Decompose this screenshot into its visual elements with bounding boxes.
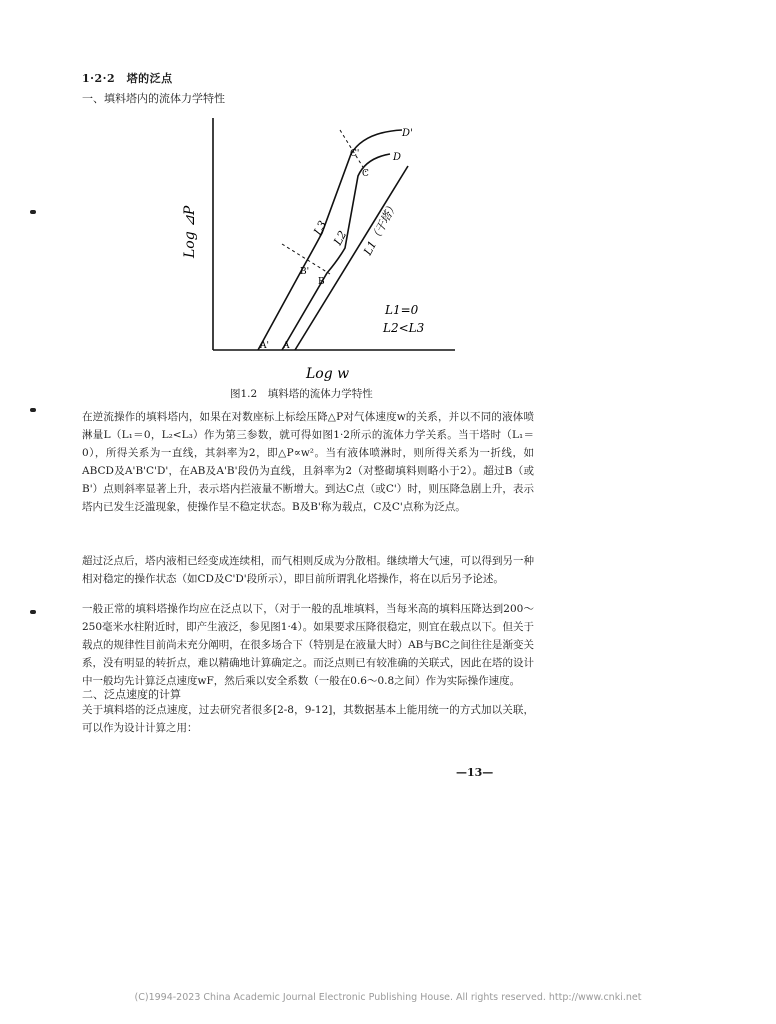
section-heading: 1·2·2 塔的泛点: [82, 72, 173, 85]
point-label-d: D: [393, 152, 402, 163]
point-label-a: A: [283, 341, 290, 351]
paragraph-1: 在逆流操作的填料塔内，如果在对数座标上标绘压降△P对气体速度w的关系，并以不同的液体喷淋量L（L₁＝0，L₂<L₃）作为第三参数，就可得如图1·2所示的流体力学关系。当干塔时（L₁＝0），所得关系为一直线，其斜率为2，即△P∝w²。当有液体喷淋时，则所得关系为一折线，如ABCD及A'B'C'D'，在AB及A'B'段仍为直线，且斜率为2（对整砌填料则略小于2）。超过B（或B'）点则斜率显著上升，表示塔内拦液量不断增大。到达C点（或C'）时，则压降急剧上升，表示塔内已发生泛滥现象，使操作呈不稳定状态。B及B'称为载点，C及C'点称为泛点。: [82, 411, 534, 513]
point-label-b-prime: B': [300, 267, 310, 277]
margin-mark: [30, 210, 36, 214]
margin-mark: [30, 408, 36, 412]
point-label-a-prime: A': [260, 341, 269, 351]
line-label-l1: L1（干塔）: [361, 199, 401, 258]
subsection-heading-2: 二、泛点速度的计算: [82, 688, 181, 701]
page-number: —13—: [456, 766, 494, 779]
point-label-b: B: [318, 277, 325, 287]
x-axis-label: Log w: [306, 366, 350, 382]
point-label-c: C: [362, 169, 369, 179]
line-label-l3: L3: [311, 218, 330, 238]
figure-plot: [180, 108, 480, 388]
paragraph-4: 关于填料塔的泛点速度，过去研究者很多[2-8，9-12]，其数据基本上能用统一的方式加以关联，可以作为设计计算之用：: [82, 704, 534, 734]
paragraph-3: 一般正常的填料塔操作均应在泛点以下，（对于一般的乱堆填料，当每米高的填料压降达到200～250毫米水柱附近时，即产生液泛，参见图1·4）。如果要求压降很稳定，则宜在载点以下。但关于载点的规律性目前尚未充分阐明，在很多场合下（特别是在液量大时）AB与BC之间往往是渐变关系，没有明显的转折点，难以精确地计算确定之。而泛点则已有较准确的关联式，因此在塔的设计中一般均先计算泛点速度wF，然后乘以安全系数（一般在0.6～0.8之间）作为实际操作速度。: [82, 603, 534, 687]
line-label-l2: L2: [331, 228, 350, 248]
paragraph-2: 超过泛点后，塔内液相已经变成连续相，而气相则反成为分散相。继续增大气速，可以得到另一种相对稳定的操作状态（如CD及C'D'段所示），即目前所谓乳化塔操作，将在以后另予论述。: [82, 555, 534, 585]
y-axis-label: Log ⊿P: [182, 205, 198, 258]
copyright-footer: (C)1994-2023 China Academic Journal Electronic Publishing House. All rights reserved. http://www.cnki.net: [134, 992, 642, 1003]
legend-l2-l3: L2<L3: [383, 321, 425, 335]
figure-caption: 图1.2 填料塔的流体力学特性: [230, 388, 373, 400]
point-label-d-prime: D': [402, 128, 413, 139]
margin-mark: [30, 610, 36, 614]
point-label-c-prime: C': [350, 149, 360, 159]
legend-l1: L1=0: [385, 303, 419, 317]
subsection-heading: 一、填料塔内的流体力学特性: [82, 92, 225, 105]
